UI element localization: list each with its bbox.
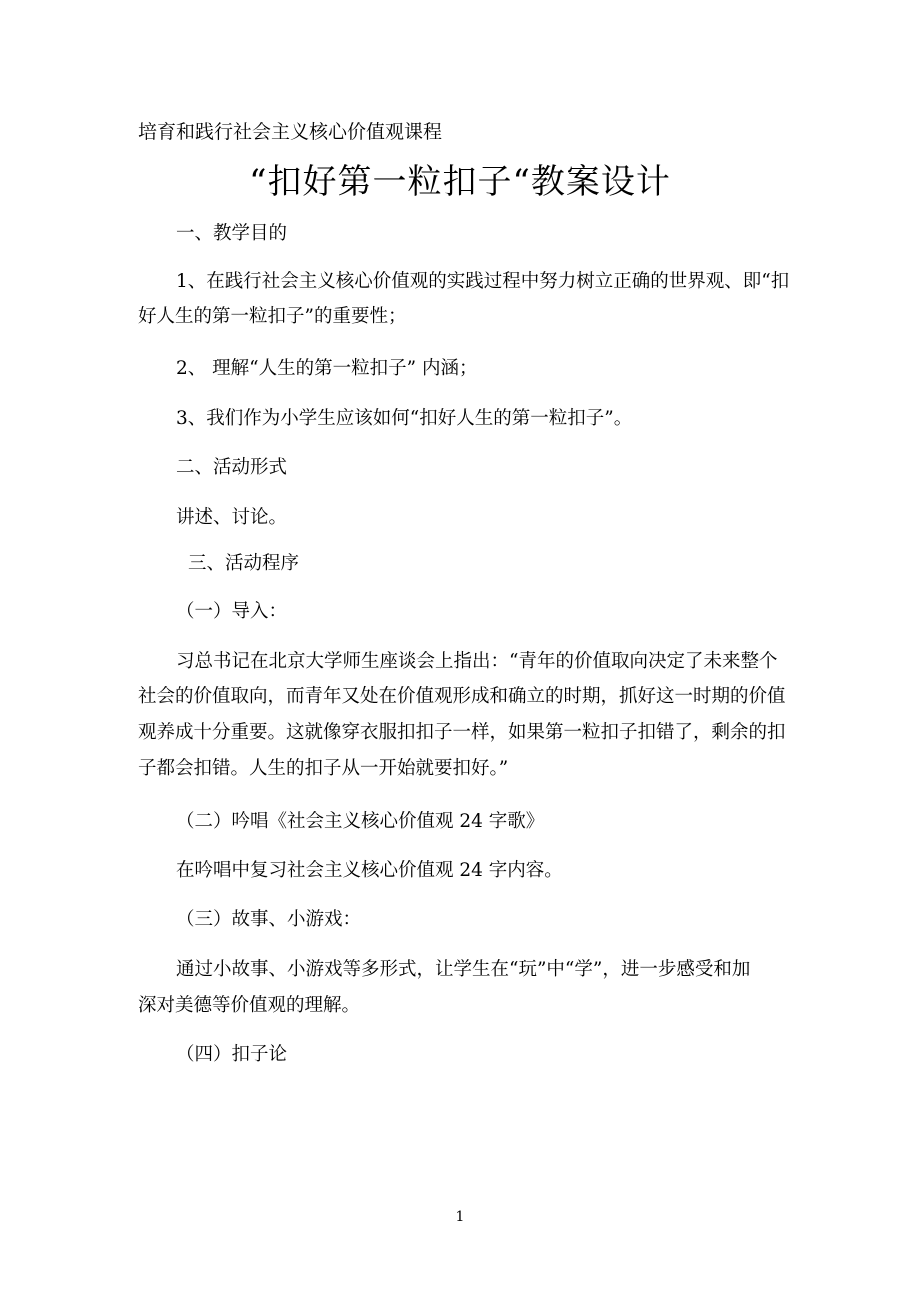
objective-1-line-1: 1、在践行社会主义核心价值观的实践过程中努力树立正确的世界观、即“扣: [176, 271, 790, 292]
objective-1-line-2: 好人生的第一粒扣子”的重要性；: [138, 306, 407, 327]
paragraph-line: 观养成十分重要。这就像穿衣服扣扣子一样，如果第一粒扣子扣错了，剩余的扣: [138, 722, 786, 743]
objective-2: 2、 理解“人生的第一粒扣子” 内涵；: [176, 358, 478, 379]
section-heading-activity-form: 二、活动形式: [176, 457, 288, 478]
section-heading-activity-procedure: 三、活动程序: [188, 553, 300, 574]
paragraph-line: 子都会扣错。人生的扣子从一开始就要扣好。”: [138, 758, 509, 779]
paragraph-line: 通过小故事、小游戏等多形式，让学生在“玩”中“学”，进一步感受和加: [176, 959, 751, 980]
subsection-stories-games: （三）故事、小游戏：: [176, 909, 362, 930]
page-number: 1: [455, 1209, 465, 1225]
subsection-button-theory: （四）扣子论: [176, 1044, 288, 1065]
section-heading-objectives: 一、教学目的: [176, 223, 288, 244]
page-title: “扣好第一粒扣子“教案设计: [249, 162, 671, 202]
subsection-song: （二）吟唱《社会主义核心价值观 24 字歌》: [176, 811, 545, 832]
paragraph-line: 社会的价值取向，而青年又处在价值观形成和确立的时期，抓好这一时期的价值: [138, 686, 786, 707]
paragraph-line: 习总书记在北京大学师生座谈会上指出：“青年的价值取向决定了未来整个: [176, 651, 778, 672]
course-title: 培育和践行社会主义核心价值观课程: [138, 121, 443, 143]
objective-3: 3、我们作为小学生应该如何“扣好人生的第一粒扣子”。: [176, 408, 633, 429]
activity-form-text: 讲述、讨论。: [176, 507, 288, 528]
paragraph-line: 深对美德等价值观的理解。: [138, 995, 361, 1016]
subsection-introduction: （一）导入：: [176, 601, 288, 622]
paragraph-line: 在吟唱中复习社会主义核心价值观 24 字内容。: [176, 860, 563, 881]
